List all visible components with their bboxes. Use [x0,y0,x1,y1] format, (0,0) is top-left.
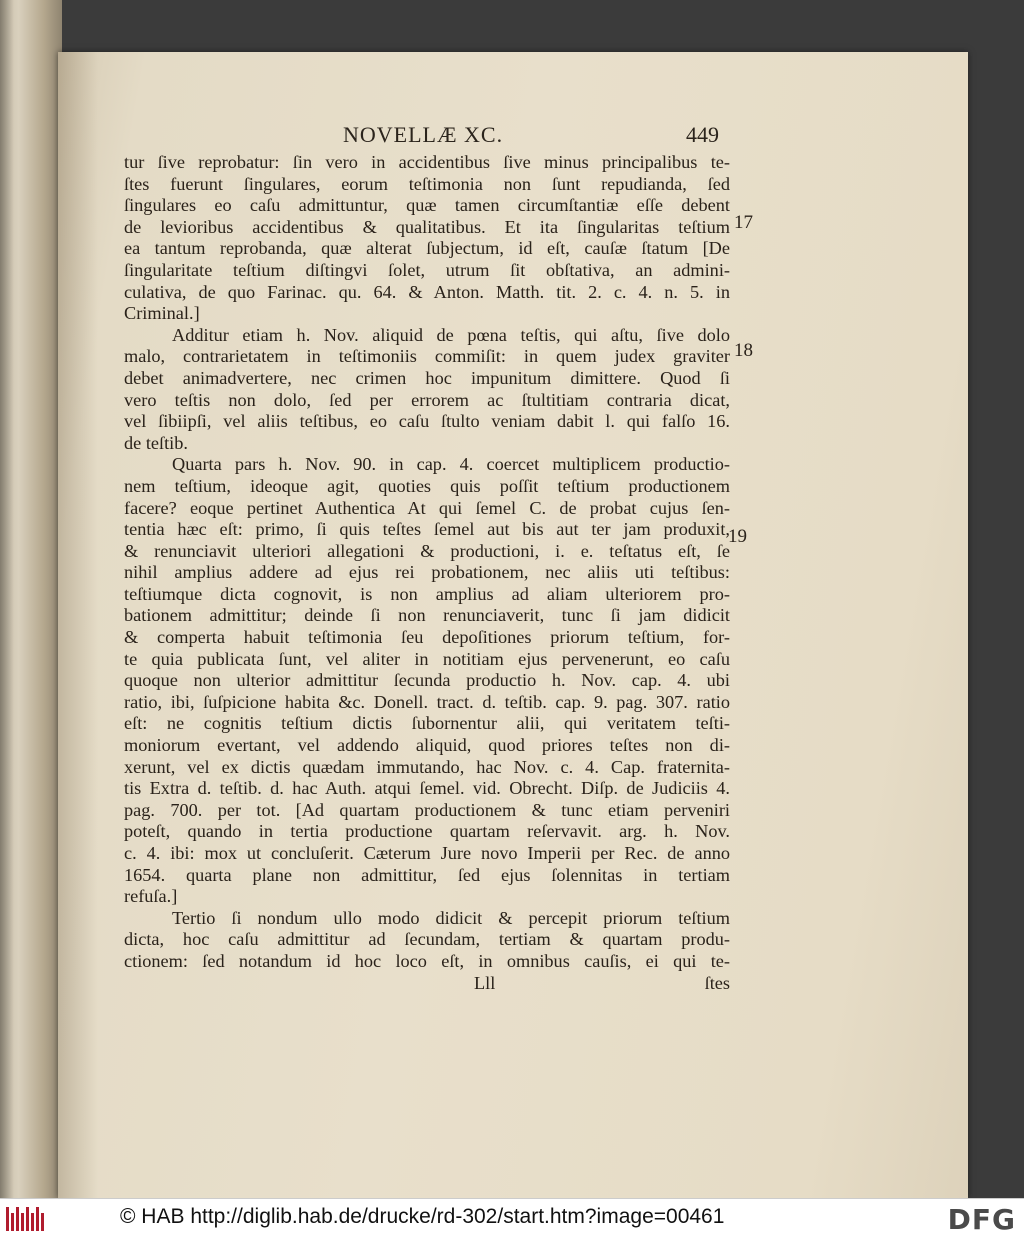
text-line: tentia hæc eſt: primo, ſi quis teſtes ſemel aut bis aut ter jam produxit, [124,519,730,540]
text-line: c. 4. ibi: mox ut concluſerit. Cæterum Jure novo Imperii per Rec. de anno [124,843,730,863]
catchword: ſtes [704,972,730,993]
text-line: culativa, de quo Farinac. qu. 64. & Anton. Matth. tit. 2. c. 4. n. 5. in [124,281,730,302]
book-page [58,52,968,1198]
signature-mark: Lll [474,972,496,993]
text-line: vero teſtis non dolo, ſed per errorem ac ſtultitiam contraria dicat, [124,389,730,410]
text-line: debet animadvertere, nec crimen hoc impunitum dimittere. Quod ſi [124,367,730,388]
marginal-number: 19 [728,526,747,547]
text-line: poteſt, quando in tertia productione quartam reſervavit. arg. h. Nov. [124,821,730,842]
text-line: Tertio ſi nondum ullo modo didicit & percepit priorum teſtium [172,907,730,928]
marginal-number: 17 [734,212,753,233]
text-line: refuſa.] [124,886,178,907]
body-text [124,152,730,994]
text-line: vel ſibiipſi, vel aliis teſtibus, eo caſu ſtulto veniam dabit l. qui falſo 16. [124,411,730,432]
running-head [58,122,968,152]
text-line: pag. 700. per tot. [Ad quartam productionem & tunc etiam perveniri [124,799,730,820]
binding-shadow [0,0,14,1198]
text-line: ſtes fuerunt ſingulares, eorum teſtimonia non ſunt repudianda, ſed [124,173,730,194]
text-line: eſt: ne cognitis teſtium dictis ſubornentur alii, qui veritatem teſti- [124,713,730,734]
hab-logo-icon [6,1207,46,1231]
running-title: NOVELLÆ XC. [343,122,504,147]
text-line: Criminal.] [124,303,200,324]
text-line: Additur etiam h. Nov. aliquid de pœna teſtis, qui aſtu, ſive dolo [172,324,730,345]
page-gutter-shadow [58,52,98,1198]
footer-bar [0,1198,1024,1239]
text-line: 1654. quarta plane non admittitur, ſed ejus ſolennitas in tertiam [124,864,730,885]
text-line: teſtiumque dicta cognovit, is non amplius ad aliam ulteriorem pro- [124,583,730,604]
text-line: tis Extra d. teſtib. d. hac Auth. atqui ſemel. vid. Obrecht. Diſp. de Judiciis 4. [124,778,730,799]
text-line: de levioribus accidentibus & qualitatibus. Et ita ſingularitas teſtium [124,216,730,237]
text-line: dicta, hoc caſu admittitur ad ſecundam, tertiam & quartam produ- [124,929,730,950]
signature-row [124,973,730,995]
text-line: moniorum evertant, vel addendo aliquid, quod priores teſtes non di- [124,735,730,756]
text-line: te quia publicata ſunt, vel aliter in notitiam ejus pervenerunt, eo caſu [124,648,730,669]
text-line: tur ſive reprobatur: ſin vero in accidentibus ſive minus principalibus te- [124,152,730,172]
text-line: bationem admittitur; deinde ſi non renunciaverit, tunc ſi jam didicit [124,605,730,626]
marginal-number: 18 [734,340,753,361]
text-line: facere? eoque pertinet Authentica At qui ſemel C. de probat cujus ſen- [124,497,730,518]
text-line: & comperta habuit teſtimonia ſeu depoſitiones priorum teſtium, for- [124,627,730,648]
text-line: xerunt, vel ex dictis quædam immutando, hac Nov. c. 4. Cap. fraternita- [124,756,730,777]
text-line: ea tantum reprobanda, quæ alterat ſubjectum, id eſt, cauſæ ſtatum [De [124,238,730,259]
footer-text: © HAB http://diglib.hab.de/drucke/rd-302/start.htm?image=00461 [120,1205,725,1228]
text-line: ratio, ibi, ſuſpicione habita &c. Donell. tract. d. teſtib. cap. 9. pag. 307. ratio [124,691,730,712]
page-number: 449 [686,122,719,147]
text-line: nem teſtium, ideoque agit, quoties quis poſſit teſtium productionem [124,475,730,496]
text-line: ſingulares eo caſu admittuntur, quæ tamen circumſtantiæ eſſe debent [124,195,730,216]
text-line: ctionem: ſed notandum id hoc loco eſt, in omnibus cauſis, ei qui te- [124,950,730,971]
text-line: quoque non ulterior admittitur ſecunda productio h. Nov. cap. 4. ubi [124,670,730,691]
text-line: Quarta pars h. Nov. 90. in cap. 4. coercet multiplicem productio- [172,454,730,475]
text-line: de teſtib. [124,432,188,453]
dfg-logo: DFG [947,1203,1016,1236]
text-line: malo, contrarietatem in teſtimoniis commiſit: in quem judex graviter [124,346,730,367]
text-line: nihil amplius addere ad ejus rei probationem, nec aliis uti teſtibus: [124,562,730,583]
text-line: ſingularitate teſtium diſtingvi ſolet, utrum ſit obſtativa, an admini- [124,259,730,280]
text-line: & renunciavit ulteriori allegationi & productioni, i. e. teſtatus eſt, ſe [124,540,730,561]
